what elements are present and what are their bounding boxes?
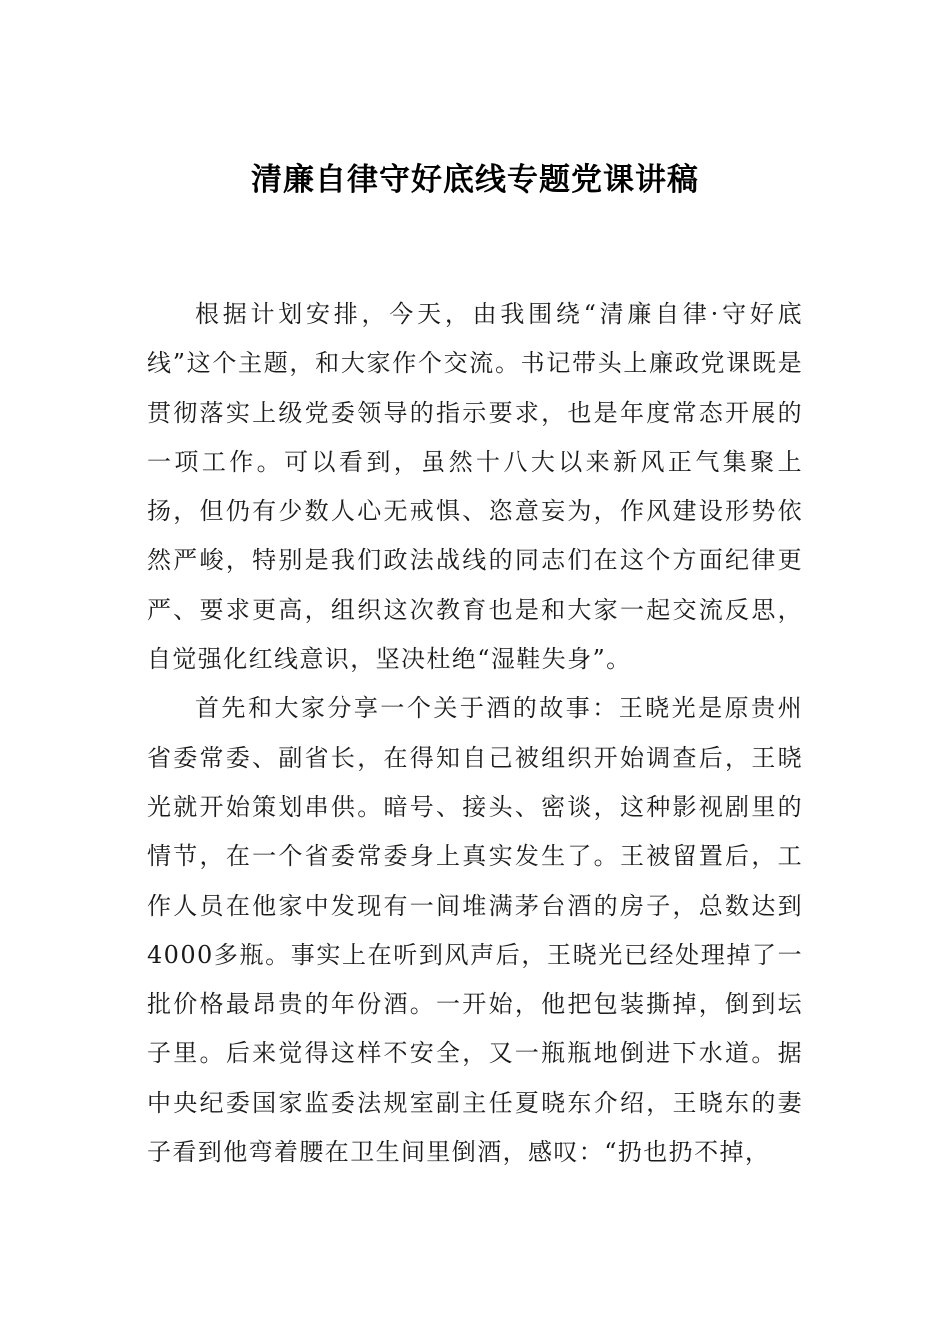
document-title: 清廉自律守好底线专题党课讲稿 [251,162,699,198]
document-body [147,290,803,1177]
paragraph-intro: 根据计划安排，今天，由我围绕“清廉自律·守好底线”这个主题，和大家作个交流。书记带头上廉政党课既是贯彻落实上级党委领导的指示要求，也是年度常态开展的一项工作。可以看到，虽然十八大以来新风正气集聚上扬，但仍有少数人心无戒惧、恣意妄为，作风建设形势依然严峻，特别是我们政法战线的同志们在这个方面纪律更严、要求更高，组织这次教育也是和大家一起交流反思，自觉强化红线意识，坚决杜绝“湿鞋失身”。 [147,300,803,674]
paragraph-story: 首先和大家分享一个关于酒的故事：王晓光是原贵州省委常委、副省长，在得知自己被组织开始调查后，王晓光就开始策划串供。暗号、接头、密谈，这种影视剧里的情节，在一个省委常委身上真实发生了。王被留置后，工作人员在他家中发现有一间堆满茅台酒的房子，总数达到4000多瓶。事实上在听到风声后，王晓光已经处理掉了一批价格最昂贵的年份酒。一开始，他把包装撕掉，倒到坛子里。后来觉得这样不安全，又一瓶瓶地倒进下水道。据中央纪委国家监委法规室副主任夏晓东介绍，王晓东的妻子看到他弯着腰在卫生间里倒酒，感叹：“扔也扔不掉， [147,694,803,1167]
